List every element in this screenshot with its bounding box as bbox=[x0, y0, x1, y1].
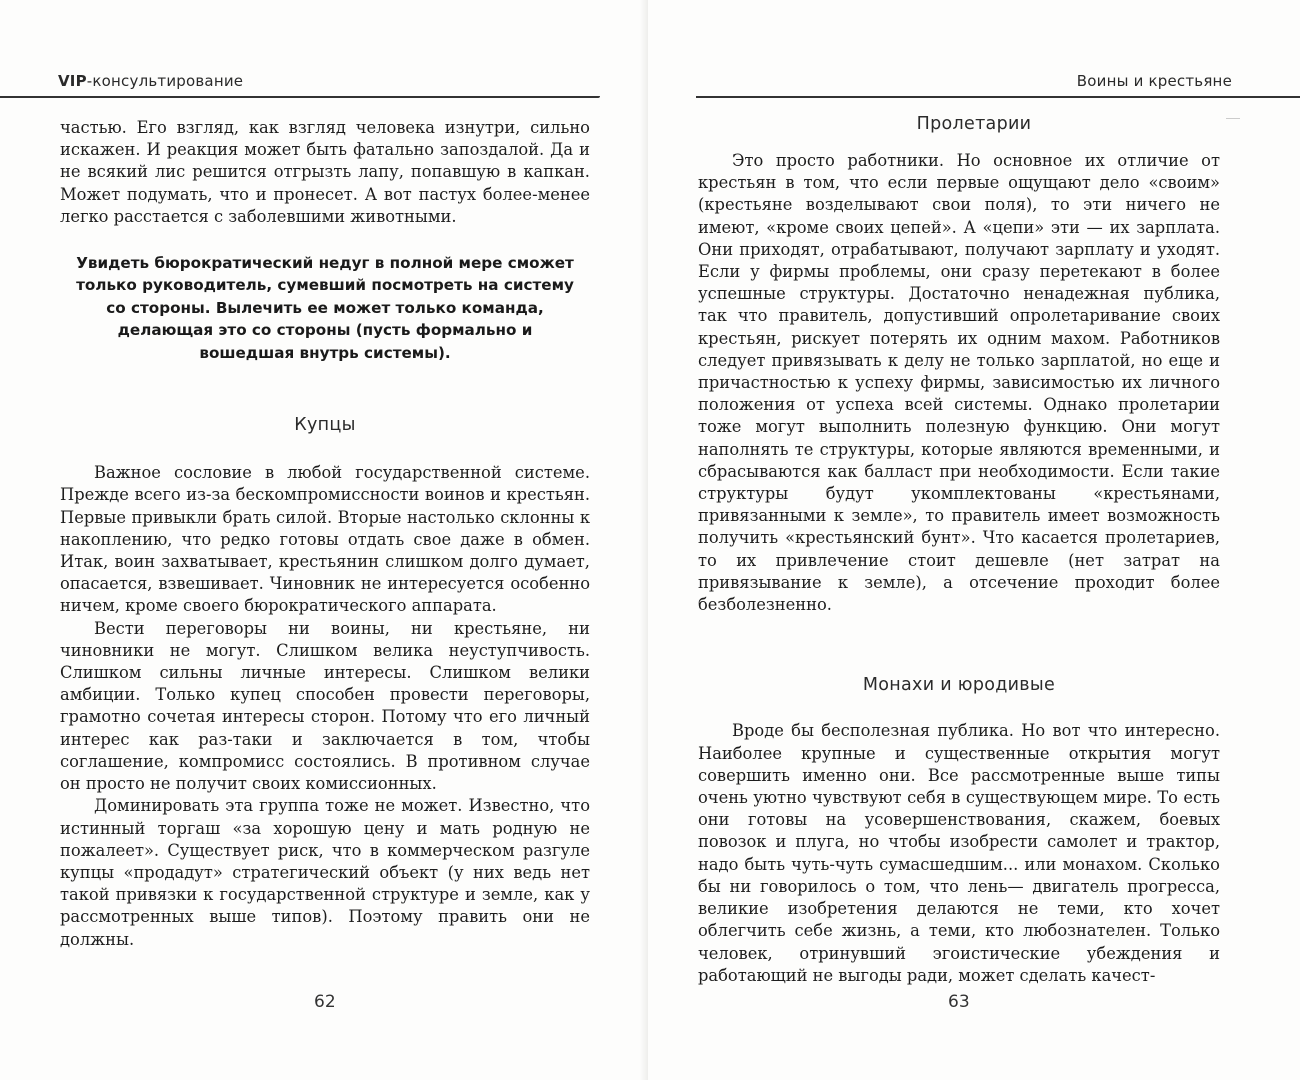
paragraph: Вроде бы бесполезная публика. Но вот что интересно. Наиболее крупные и существенные открытия могут совершить именно они. Все рассмотренные выше типы очень уютно чувствуют себя в существующем мире. То есть они готовы на усовершенствования, скажем, боевых повозок и плуга, но чтобы изобрести самолет и трактор, надо быть чуть-чуть сумасшедшим... или монахом. Сколько бы ни говорилось о том, что лень— двигатель прогресса, великие изобретения делаются не теми, кто хочет облегчить себе жизнь, а теми, кто любознателен. Только человек, отринувший эгоистические убеждения и работающий не выгоды ради, может сделать качест- bbox=[698, 721, 1220, 985]
left-page bbox=[0, 0, 648, 1080]
paragraph: Важное сословие в любой государственной системе. Прежде всего из-за бескомпромиссности воинов и крестьян. Первые привыкли брать силой. Вторые настолько склонны к накоплению, что редко готовы отдать свое даже в обмен. Итак, воин захватывает, крестьянин слишком долго думает, опасается, взвешивает. Чиновник не интересуется особенно ничем, кроме своего бюрократического аппарата. bbox=[60, 463, 590, 616]
left-body-text bbox=[60, 117, 590, 951]
section-title-monks: Монахи и юродивые bbox=[862, 675, 1056, 696]
right-page bbox=[648, 0, 1300, 1080]
running-head-rest: -консультирование bbox=[86, 72, 244, 90]
right-body-text bbox=[698, 150, 1220, 987]
running-head-right: Воины и крестьяне bbox=[1076, 72, 1232, 90]
header-rule-left bbox=[0, 96, 600, 98]
running-head-left bbox=[58, 72, 243, 90]
running-head-vip: VIP bbox=[58, 72, 87, 90]
paragraph-continued: частью. Его взгляд, как взгляд человека изнутри, сильно искажен. И реакция может быть фатально запоздалой. Да и не всякий лис решится отгрызть лапу, попавшую в капкан. Может подумать, что и пронесет. А вот пастух более-менее легко расстается с заболевшими животными. bbox=[60, 118, 590, 226]
callout-bold: Увидеть бюрократический недуг в полной мере сможет только руководитель, сумевший посмотреть на систему со стороны. Вылечить ее может только команда, делающая это со стороны (пусть формально и вошедшая внутрь системы). bbox=[76, 254, 574, 362]
page-number-right: 63 bbox=[948, 992, 970, 1012]
paragraph: Это просто работники. Но основное их отличие от крестьян в том, что если первые ощущают дело «своим» (крестьяне возделывают свои поля), то эти ничего не имеют, «кроме своих цепей». А «цепи» эти — их зарплата. Они приходят, отрабатывают, получают зарплату и уходят. Если у фирмы проблемы, они сразу перетекают в более успешные структуры. Достаточно ненадежная публика, так что правитель, допустивший опролетаривание своих крестьян, рискует потерять их одним махом. Работников следует привязывать к делу не только зарплатой, но еще и причастностью к успеху фирмы, зависимостью их личного положения от успеха всей системы. Однако пролетарии тоже могут выполнить полезную функцию. Они могут наполнять те структуры, которые являются временными, и сбрасываются как балласт при необходимости. Если такие структуры будут укомплектованы «крестьянами, привязанными к земле», то правитель имеет возможность получить «крестьянский бунт». Что касается пролетариев, то их привлечение стоит дешевле (нет затрат на привязывание к земле), а отсечение проходит более безболезненно. bbox=[698, 151, 1220, 615]
section-title-merchants: Купцы bbox=[294, 415, 356, 436]
paragraph: Доминировать эта группа тоже не может. Известно, что истинный торгаш «за хорошую цену и мать родную не пожалеет». Существует риск, что в коммерческом разгуле купцы «продадут» стратегический объект (у них ведь нет такой привязки к государственной структуре и земле, как у рассмотренных выше типов). Поэтому править они не должны. bbox=[60, 796, 590, 949]
paragraph: Вести переговоры ни воины, ни крестьяне, ни чиновники не могут. Слишком велика неуступчивость. Слишком сильны личные интересы. Слишком велики амбиции. Только купец способен провести переговоры, грамотно сочетая интересы сторон. Потому что его личный интерес как раз-таки и заключается в том, чтобы соглашение, компромисс состоялись. В противном случае он просто не получит своих комиссионных. bbox=[60, 618, 590, 794]
header-rule-right bbox=[696, 96, 1300, 98]
page-number-left: 62 bbox=[314, 992, 336, 1012]
section-title-proletarians: Пролетарии bbox=[916, 114, 1032, 134]
